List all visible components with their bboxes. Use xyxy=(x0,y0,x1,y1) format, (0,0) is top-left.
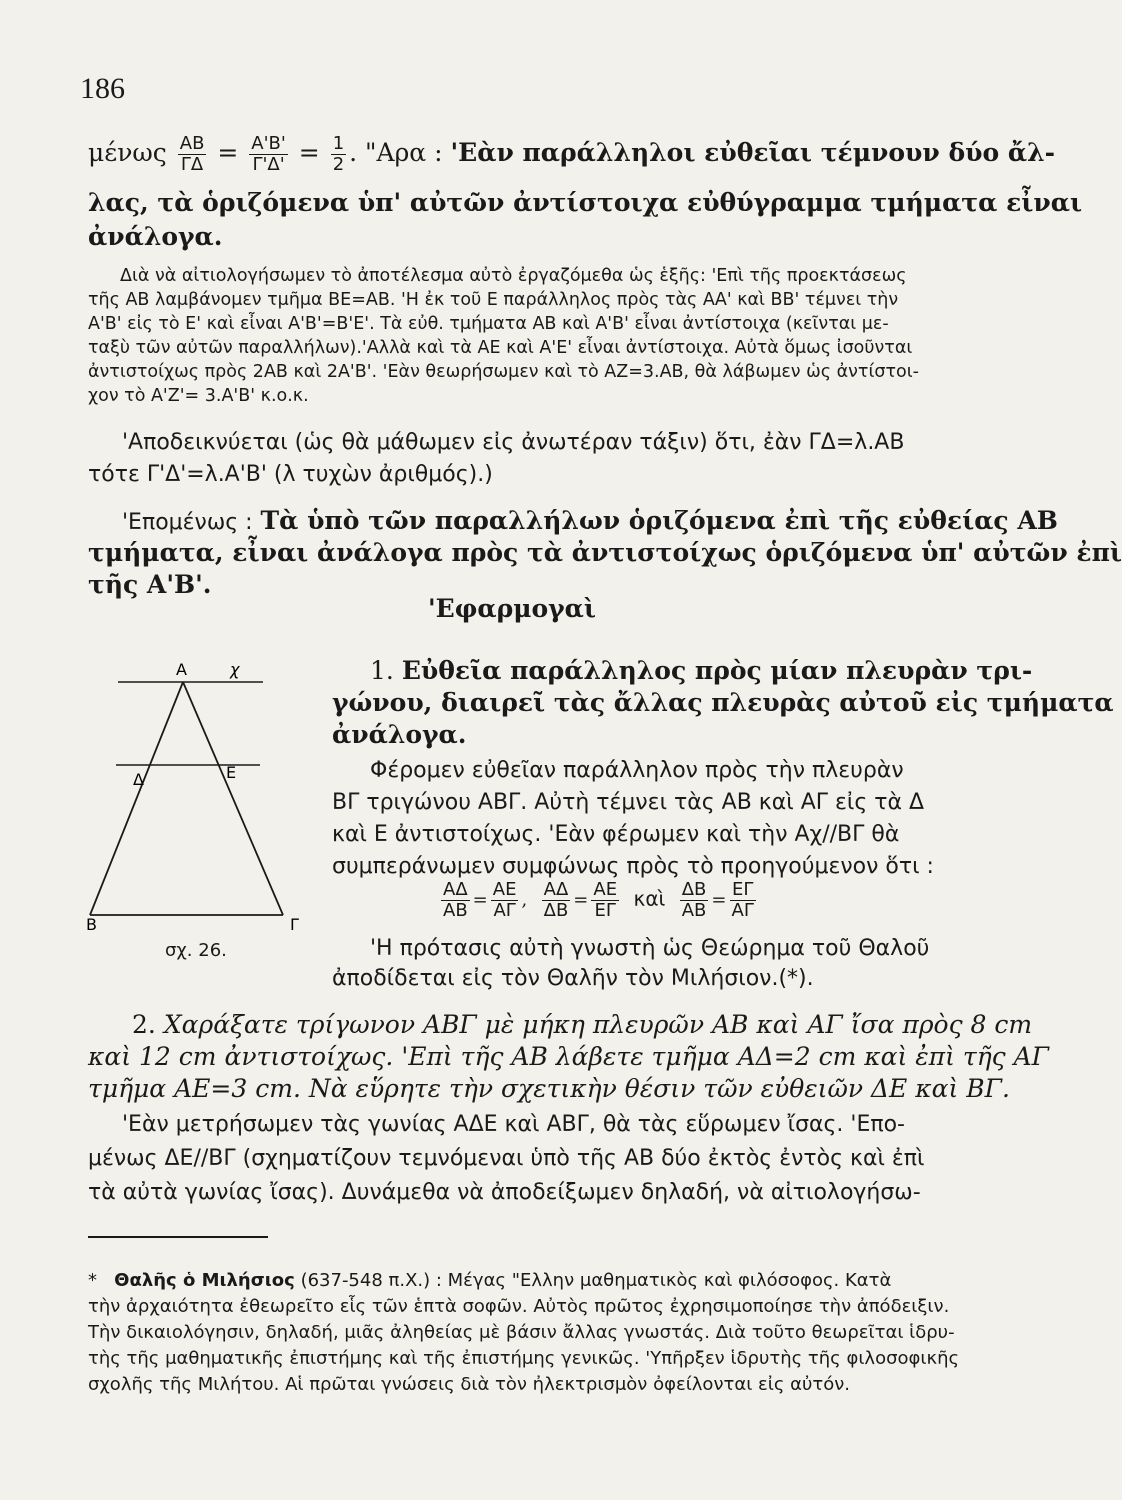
side-ab xyxy=(90,682,183,915)
para3-bold2: τμήματα, εἶναι ἀνάλογα πρὸς τὰ ἀντιστοίχως ὁριζόμενα ὑπ' αὐτῶν ἐπὶ xyxy=(88,538,1122,567)
small-par-l1: Διὰ νὰ αἰτιολογήσωμεν τὸ ἀποτέλεσμα αὐτὸ ἐργαζόμεθα ὡς ἑξῆς: 'Επὶ τῆς προεκτάσεως xyxy=(120,266,907,286)
section-heading: 'Εφαρμογαὶ xyxy=(428,594,597,623)
app2-ital2: καὶ 12 cm ἀντιστοίχως. 'Επὶ τῆς ΑΒ λάβετε τμῆμα ΑΔ=2 cm καὶ ἐπὶ τῆς ΑΓ xyxy=(88,1042,1050,1071)
label-d: Δ xyxy=(133,770,144,789)
para2-l1: 'Αποδεικνύεται (ὡς θὰ μάθωμεν εἰς ἀνωτέραν τάξιν) ὅτι, ἐὰν ΓΔ=λ.ΑΒ xyxy=(122,430,905,455)
app1-t3: καὶ Ε ἀντιστοίχως. 'Εὰν φέρωμεν καὶ τὴν Αχ//ΒΓ θὰ xyxy=(332,822,900,847)
app1-t6: ἀποδίδεται εἰς τὸν Θαλῆν τὸν Μιλήσιον.(*). xyxy=(332,966,814,991)
theorem-text-3: ἀνάλογα. xyxy=(88,222,223,251)
footnote-star: * xyxy=(88,1270,97,1291)
para2-l2: τότε Γ'Δ'=λ.Α'Β' (λ τυχὼν ἀριθμός).) xyxy=(88,462,493,487)
label-g: Γ xyxy=(290,915,299,934)
page-number: 186 xyxy=(80,72,125,105)
app1-bold2: γώνου, διαιρεῖ τὰς ἄλλας πλευρὰς αὐτοῦ εἰς τμήματα xyxy=(332,688,1114,717)
app2-t1: 'Εὰν μετρήσωμεν τὰς γωνίας ΑΔΕ καὶ ΑΒΓ, θὰ τὰς εὕρωμεν ἴσας. 'Επο- xyxy=(122,1112,905,1137)
app1-num: 1. xyxy=(370,656,394,685)
eq-kai: καὶ xyxy=(633,886,666,911)
eq-frac4: $\frac{AE}{E\Gamma}$ xyxy=(593,879,618,921)
footnote-l2: τὴν ἀρχαιότητα ἐθεωρεῖτο εἷς τῶν ἑπτὰ σοφῶν. Αὐτὸς πρῶτος ἐχρησιμοποίησε τὴν ἀπόδειξιν. xyxy=(88,1296,950,1317)
label-e: Ε xyxy=(226,763,237,782)
eq-frac3: $\frac{A\Delta}{\Delta B}$ xyxy=(543,879,569,921)
app1-bold3: ἀνάλογα. xyxy=(332,720,467,749)
para1-line1: μένως $\frac{AB}{\Gamma\Delta}$ = $\frac{A'B'}{\Gamma'\Delta'}$ = $\frac{1}{2}$ . "Αρα : 'Εὰν παράλληλοι εὐθεῖαι τέμνουν δύο ἄλ- xyxy=(88,133,1055,175)
label-b: Β xyxy=(86,915,97,934)
app2-num: 2. xyxy=(132,1010,156,1039)
app1-t2: ΒΓ τριγώνου ΑΒΓ. Αὐτὴ τέμνει τὰς ΑΒ καὶ ΑΓ εἰς τὰ Δ xyxy=(332,790,925,815)
eq-frac5: $\frac{\Delta B}{AB}$ xyxy=(681,879,707,921)
label-a: Α xyxy=(176,660,187,679)
app2-ital1: Χαράξατε τρίγωνον ΑΒΓ μὲ μήκη πλευρῶν ΑΒ καὶ ΑΓ ἴσα πρὸς 8 cm xyxy=(163,1010,1033,1039)
eq-frac1: $\frac{A\Delta}{AB}$ xyxy=(443,879,468,921)
triangle-figure xyxy=(78,660,338,970)
footnote-rule xyxy=(88,1236,268,1238)
footnote-text1: (637-548 π.Χ.) : Μέγας "Ελλην μαθηματικὸς καὶ φιλόσοφος. Κατὰ xyxy=(300,1270,892,1291)
figure-caption: σχ. 26. xyxy=(165,940,227,961)
app1-t4: συμπεράνωμεν συμφώνως πρὸς τὸ προηγούμενον ὅτι : xyxy=(332,854,934,879)
app1-bold1: Εὐθεῖα παράλληλος πρὸς μίαν πλευρὰν τρι- xyxy=(401,656,1033,685)
small-par-l3: Α'Β' εἰς τὸ Ε' καὶ εἶναι Α'Β'=Β'Ε'. Τὰ εὐθ. τμήματα ΑΒ καὶ Α'Β' εἶναι ἀντίστοιχα (κεῖνται με- xyxy=(88,314,889,334)
footnote-l3: Τὴν δικαιολόγησιν, δηλαδή, μιᾶς ἀληθείας μὲ βάσιν ἄλλας γνωστάς. Διὰ τοῦτο θεωρεῖται ἱδρυ- xyxy=(88,1322,955,1343)
fraction-ab-gd: $\frac{AB}{\Gamma\Delta}$ xyxy=(179,133,205,175)
small-par-l2: τῆς ΑΒ λαμβάνομεν τμῆμα ΒΕ=ΑΒ. 'Η ἐκ τοῦ Ε παράλληλος πρὸς τὰς ΑΑ' καὶ ΒΒ' τέμνει τὴν xyxy=(88,290,899,310)
theorem-text-1: 'Εὰν παράλληλοι εὐθεῖαι τέμνουν δύο ἄλ- xyxy=(450,137,1055,167)
app1-t1: Φέρομεν εὐθεῖαν παράλληλον πρὸς τὴν πλευρὰν xyxy=(370,758,904,783)
thales-equation: $\frac{A\Delta}{AB}$ = $\frac{AE}{A\Gamma}$ , $\frac{A\Delta}{\Delta B}$ = $\frac{AE}{E\Gamma}$ καὶ $\frac{\Delta B}{AB}$ = $\frac{E\Gamma}{A\Gamma}$ xyxy=(443,879,754,921)
para1-lead: μένως xyxy=(88,137,167,167)
footnote-l5: σχολῆς τῆς Μιλήτου. Αἱ πρῶται γνώσεις διὰ τὸν ἠλεκτρισμὸν ὀφείλονται εἰς αὐτόν. xyxy=(88,1374,851,1395)
para3-l1 xyxy=(122,506,1058,535)
app1-t5: 'Η πρότασις αὐτὴ γνωστὴ ὡς Θεώρημα τοῦ Θαλοῦ xyxy=(370,936,930,961)
para3-bold1: Τὰ ὑπὸ τῶν παραλλήλων ὁριζόμενα ἐπὶ τῆς εὐθείας ΑΒ xyxy=(260,506,1058,535)
fraction-one-half: $\frac{1}{2}$ xyxy=(332,133,345,175)
eq-frac2: $\frac{AE}{A\Gamma}$ xyxy=(492,879,517,921)
para3-lead: 'Επομένως : xyxy=(122,510,253,535)
eq-frac6: $\frac{E\Gamma}{A\Gamma}$ xyxy=(731,879,754,921)
fraction-ab-prime: $\frac{A'B'}{\Gamma'\Delta'}$ xyxy=(251,133,286,175)
app2-line1 xyxy=(132,1010,1033,1039)
small-par-l6: χον τὸ Α'Ζ'= 3.Α'Β' κ.ο.κ. xyxy=(88,386,309,406)
theorem-text-2: λας, τὰ ὁριζόμενα ὑπ' αὐτῶν ἀντίστοιχα εὐθύγραμμα τμήματα εἶναι xyxy=(88,188,1083,217)
label-x: χ xyxy=(230,660,240,679)
app1-line1 xyxy=(370,656,1033,685)
app2-t3: τὰ αὐτὰ γωνίας ἴσας). Δυνάμεθα νὰ ἀποδείξωμεν δηλαδή, νὰ αἰτιολογήσω- xyxy=(88,1180,921,1205)
small-par-l5: ἀντιστοίχως πρὸς 2ΑΒ καὶ 2Α'Β'. 'Εὰν θεωρήσωμεν καὶ τὸ ΑΖ=3.ΑΒ, θὰ λάβωμεν ὡς ἀντίστοι- xyxy=(88,362,919,382)
footnote-name: Θαλῆς ὁ Μιλήσιος xyxy=(114,1270,295,1291)
small-par-l4: ταξὺ τῶν αὐτῶν παραλλήλων).'Αλλὰ καὶ τὰ ΑΕ καὶ Α'Ε' εἶναι ἀντίστοιχα. Αὐτὰ ὅμως ἰσοῦνται xyxy=(88,338,913,358)
footnote-l1 xyxy=(88,1270,923,1291)
side-ag xyxy=(183,682,283,915)
para3-bold3: τῆς Α'Β'. xyxy=(88,570,212,599)
footnote-l4: τὴς τῆς μαθηματικῆς ἐπιστήμης καὶ τῆς ἐπιστήμης γενικῶς. 'Υπῆρξεν ἱδρυτὴς τῆς φιλοσοφικῆς xyxy=(88,1348,960,1369)
ara-word: . "Αρα : xyxy=(349,137,443,167)
app2-t2: μένως ΔΕ//ΒΓ (σχηματίζουν τεμνόμεναι ὑπὸ τῆς ΑΒ δύο ἐκτὸς ἐντὸς καὶ ἐπὶ xyxy=(88,1146,925,1171)
app2-ital3: τμῆμα ΑΕ=3 cm. Νὰ εὕρητε τὴν σχετικὴν θέσιν τῶν εὐθειῶν ΔΕ καὶ ΒΓ. xyxy=(88,1074,1010,1103)
